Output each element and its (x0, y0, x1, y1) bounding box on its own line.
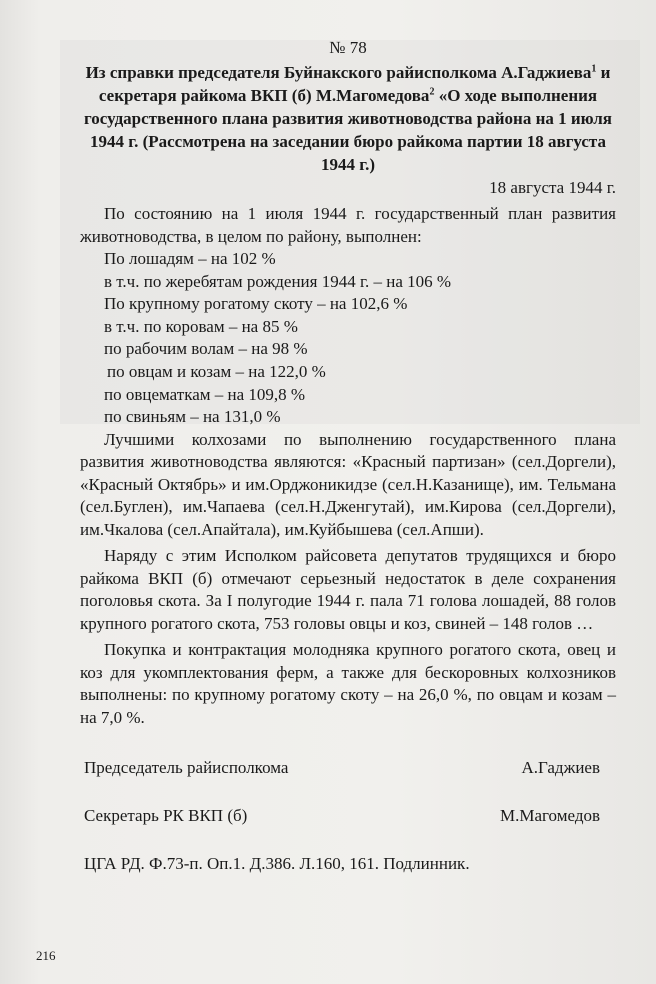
title-part-1: Из справки председателя Буйнакского райисполкома А.Гаджиева (85, 63, 592, 82)
list-item: по свиньям – на 131,0 % (104, 407, 281, 427)
shortcomings-paragraph: Наряду с этим Исполком райсовета депутатов трудящихся и бюро райкома ВКП (б) отмечают серьезный недостаток в деле сохранения поголовья скота. За I полугодие 1944 г. пала 71 голова лошадей, 88 голов крупного рогатого скота, 753 головы овцы и коз, свиней – 148 голов … (80, 546, 616, 633)
best-kolkhozes-paragraph: Лучшими колхозами по выполнению государственного плана развития животноводства являются: «Красный партизан» (сел.Доргели), «Красный Октябрь» и им.Орджоникидзе (сел.Н.Казанище), им. Тельмана (сел.Буглен), им.Чапаева (сел.Н.Дженгутай), им.Кирова (сел.Доргели), им.Чкалова (сел.Апайтала), им.Куйбышева (сел.Апши). (80, 429, 616, 539)
stats-list (80, 248, 616, 429)
list-item: в т.ч. по коровам – на 85 % (104, 316, 298, 336)
signature-secretary (80, 805, 616, 827)
title-part-3: «О ходе выполнения государственного плана развития животноводства района на 1 июля 1944 г. (Рассмотрена на заседании бюро райкома партии 18 августа 1944 г.) (84, 86, 612, 174)
document-title (80, 61, 616, 176)
signature-role: Председатель райисполкома (84, 758, 289, 778)
page-number: 216 (36, 948, 56, 963)
title-part-2: и секретаря райкома ВКП (б) М.Магомедова (98, 63, 611, 105)
list-item: по овцам и козам – на 122,0 % (107, 361, 326, 381)
signature-name: А.Гаджиев (521, 758, 600, 778)
archival-source: ЦГА РД. Ф.73-п. Оп.1. Д.386. Л.160, 161. Подлинник. (84, 854, 470, 874)
footnote-ref-2: 2 (429, 86, 435, 98)
document-body (80, 36, 616, 875)
intro-paragraph: По состоянию на 1 июля 1944 г. государственный план развития животноводства, в целом по району, выполнен: (80, 204, 616, 246)
list-item: в т.ч. по жеребятам рождения 1944 г. – на 106 % (104, 271, 452, 291)
footnote-ref-1: 1 (591, 63, 597, 75)
list-item: По лошадям – на 102 % (104, 249, 276, 268)
list-item: по овцематкам – на 109,8 % (104, 384, 306, 404)
purchase-paragraph: Покупка и контрактация молодняка крупного рогатого скота, овец и коз для укомплектования ферм, а также для бескоровных колхозников выполнены: по крупному рогатому скоту – на 26,0 %, по овцам и козам – на 7,0 %. (80, 640, 616, 727)
signature-role: Секретарь РК ВКП (б) (84, 806, 248, 826)
list-item: По крупному рогатому скоту – на 102,6 % (104, 294, 408, 314)
document-number: № 78 (329, 38, 367, 57)
signature-chairman (80, 757, 616, 779)
document-date: 18 августа 1944 г. (489, 178, 616, 197)
signature-name: М.Магомедов (499, 806, 600, 826)
list-item: по рабочим волам – на 98 % (104, 339, 308, 359)
